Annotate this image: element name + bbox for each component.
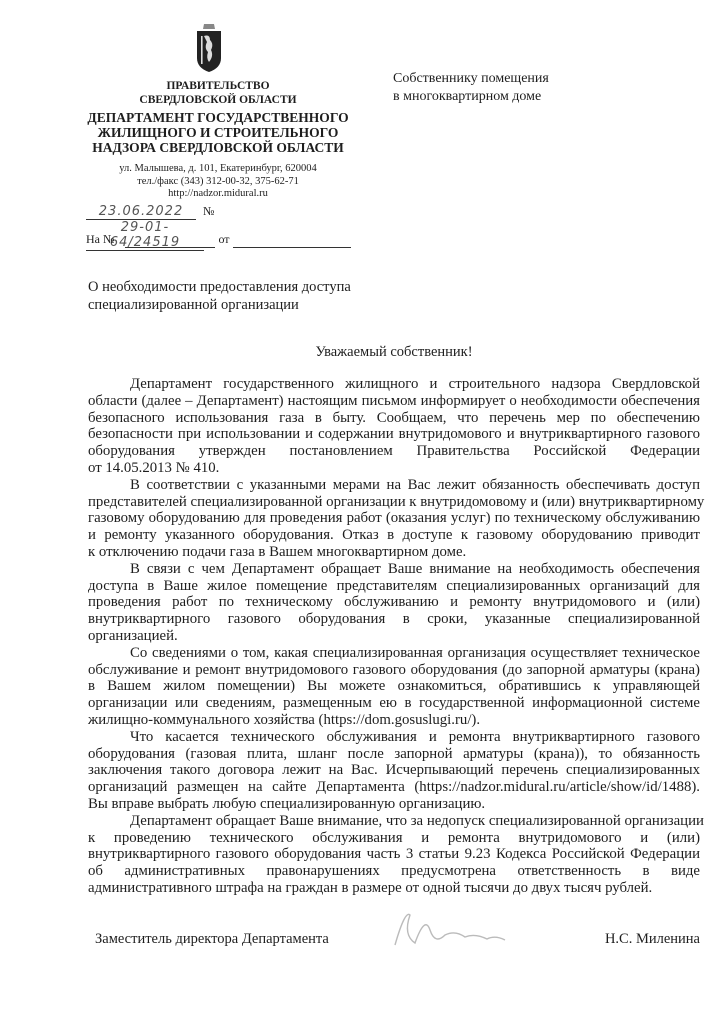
paragraph-line: внутриквартирного газового оборудования часть 3 статьи 9.23 Кодекса Российской Федерации xyxy=(88,846,700,863)
website-line: http://nadzor.midural.ru xyxy=(168,188,268,199)
paragraph-line: об административных правонарушениях предусмотрена ответственность в виде xyxy=(88,863,700,880)
signatory-position: Заместитель директора Департамента xyxy=(95,931,329,947)
paragraph-line: обслуживание и ремонт внутридомового газового оборудования (до запорной арматуры (крана) xyxy=(88,661,700,678)
department-line: НАДЗОРА СВЕРДЛОВСКОЙ ОБЛАСТИ xyxy=(92,140,344,155)
paragraph-line: организаций размещен на сайте Департамента (https://nadzor.midural.ru/article/show/id/1488). xyxy=(88,779,700,796)
from-label: от xyxy=(218,232,230,246)
number-label: № xyxy=(203,204,215,218)
paragraph-line: В соответствии с указанными мерами на Вас лежит обязанность обеспечивать доступ xyxy=(130,476,700,493)
addressee-line: в многоквартирном доме xyxy=(393,89,542,104)
paragraph-line: и ремонту указанного оборудования. Отказ в доступе к газовому оборудованию приводит xyxy=(88,527,700,544)
government-name xyxy=(60,80,376,107)
subject-line: специализированной организации xyxy=(88,297,299,313)
reply-number-blank xyxy=(125,232,215,248)
body-paragraph xyxy=(88,376,700,477)
letter-body xyxy=(88,376,705,897)
coat-of-arms-emblem xyxy=(195,22,223,74)
handwritten-signature xyxy=(375,905,515,960)
paragraph-line: в Вашем жилом помещении) Вы можете ознакомиться, обратившись к управляющей xyxy=(88,678,700,695)
letter-subject xyxy=(88,278,351,314)
paragraph-line: Что касается технического обслуживания и ремонта внутриквартирного газового xyxy=(130,728,700,745)
paragraph-line: внутриквартирного газового оборудования в сроки, указанные специализированной xyxy=(88,611,700,628)
paragraph-line: представителей специализированной организации к внутридомовому и (или) внутриквартирному xyxy=(88,493,705,510)
reply-label: На № xyxy=(86,232,115,246)
paragraph-line: проведения работ по техническому обслуживанию и ремонту внутридомового и (или) xyxy=(88,594,700,611)
paragraph-line: заключения такого договора лежит на Вас. Исчерпывающий перечень специализированных xyxy=(88,762,700,779)
paragraph-line: административного штрафа на граждан в размере от одной тысячи до двух тысяч рублей. xyxy=(88,879,653,896)
paragraph-line: области (далее – Департамент) настоящим письмом информирует о необходимости обеспечения xyxy=(88,392,700,409)
paragraph-line: к отключению подачи газа в Вашем многоквартирном доме. xyxy=(88,543,467,560)
paragraph-line: газовому оборудованию для проведения работ (оказания услуг) по техническому обслуживанию xyxy=(88,510,700,527)
body-paragraph xyxy=(88,645,700,729)
paragraph-line: Вы вправе выбрать любую специализированную организацию. xyxy=(88,795,486,812)
letter-number: 29-01-64/24519 xyxy=(86,220,204,251)
paragraph-line: организацией. xyxy=(88,627,178,644)
paragraph-line: безопасного использования газа в быту. Сообщаем, что перечень мер по обеспечению xyxy=(88,409,700,426)
paragraph-line: Департамент государственного жилищного и строительного надзора Свердловской xyxy=(130,376,700,392)
paragraph-line: Департамент обращает Ваше внимание, что за недопуск специализированной организации xyxy=(130,812,704,829)
signatory-name: Н.С. Миленина xyxy=(604,931,700,947)
body-paragraph xyxy=(88,561,700,645)
paragraph-line: Со сведениями о том, какая специализированная организация осуществляет техническое xyxy=(130,644,700,661)
paragraph-line: оборудования утвержден постановлением Правительства Российской Федерации xyxy=(88,443,700,460)
address-line: ул. Малышева, д. 101, Екатеринбург, 620004 xyxy=(119,163,317,174)
government-line: ПРАВИТЕЛЬСТВО xyxy=(166,80,270,92)
paragraph-line: В связи с чем Департамент обращает Ваше внимание на необходимость обеспечения xyxy=(130,560,700,577)
body-paragraph xyxy=(88,812,704,897)
phone-line: тел./факс (343) 312-00-32, 375-62-71 xyxy=(137,175,299,187)
department-line: ЖИЛИЩНОГО И СТРОИТЕЛЬНОГО xyxy=(97,125,339,140)
department-line: ДЕПАРТАМЕНТ ГОСУДАРСТВЕННОГО xyxy=(87,110,349,125)
paragraph-line: безопасности при использовании и содержании внутридомового и внутриквартирного газового xyxy=(88,426,700,443)
paragraph-line: оборудования (газовая плита, шланг после запорной арматуры (крана)), то обязанность xyxy=(88,745,700,762)
body-paragraph xyxy=(88,729,700,813)
reply-date-blank xyxy=(233,232,351,248)
paragraph-line: к проведению технического обслуживания и ремонта внутридомового и (или) xyxy=(88,829,700,846)
paragraph-line: от 14.05.2013 № 410. xyxy=(88,459,220,476)
department-name xyxy=(60,110,376,155)
addressee xyxy=(393,70,549,106)
paragraph-line: организации или сведениям, размещенным ею в государственной информационной системе xyxy=(88,695,700,712)
paragraph-line: жилищно-коммунального хозяйства (https://dom.gosuslugi.ru/). xyxy=(88,711,481,728)
subject-line: О необходимости предоставления доступа xyxy=(88,279,351,295)
government-line: СВЕРДЛОВСКОЙ ОБЛАСТИ xyxy=(139,93,297,106)
letter-date: 23.06.2022 xyxy=(86,204,196,220)
reply-reference-line xyxy=(86,232,351,248)
body-paragraph xyxy=(88,476,705,561)
department-address xyxy=(60,163,376,201)
greeting: Уважаемый собственник! xyxy=(315,344,473,360)
addressee-line: Собственнику помещения xyxy=(393,71,549,86)
paragraph-line: доступа в Ваше жилое помещение представителям специализированных организаций для xyxy=(88,577,700,594)
